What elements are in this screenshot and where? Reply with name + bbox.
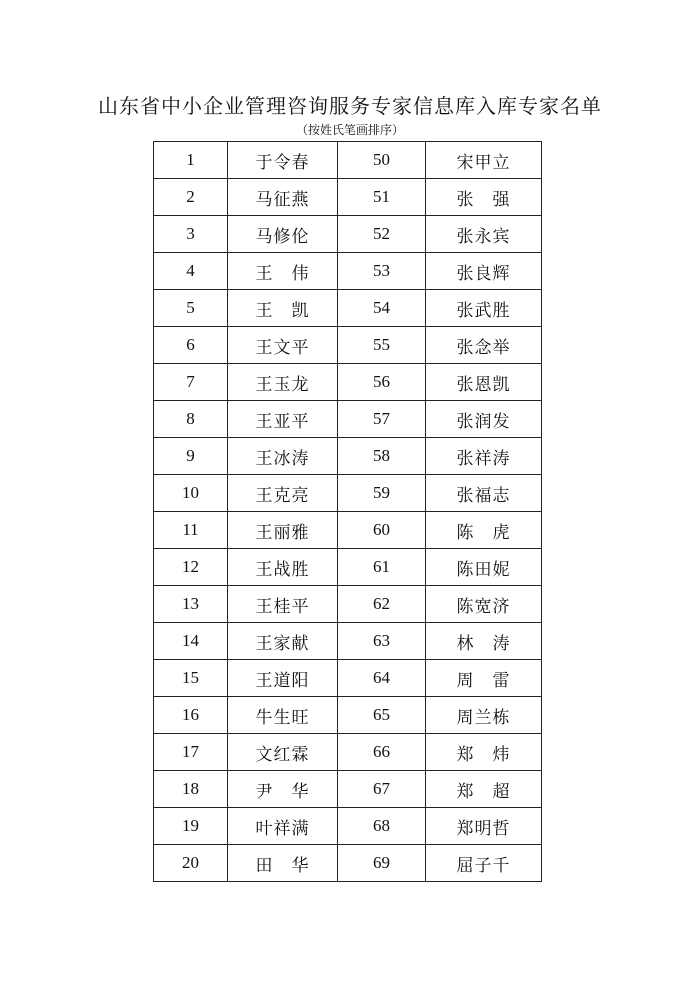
right-name-cell: 张永宾 xyxy=(426,216,542,253)
right-number-cell: 50 xyxy=(338,142,426,179)
right-number-cell: 65 xyxy=(338,697,426,734)
right-name-cell: 陈 虎 xyxy=(426,512,542,549)
left-number-cell: 3 xyxy=(154,216,228,253)
left-name-cell: 叶祥满 xyxy=(228,808,338,845)
left-name-cell: 王冰涛 xyxy=(228,438,338,475)
right-name-cell: 张祥涛 xyxy=(426,438,542,475)
right-number-cell: 53 xyxy=(338,253,426,290)
right-number-cell: 58 xyxy=(338,438,426,475)
left-name-cell: 田 华 xyxy=(228,845,338,882)
right-number-cell: 64 xyxy=(338,660,426,697)
left-number-cell: 18 xyxy=(154,771,228,808)
table-row xyxy=(154,364,542,401)
expert-roster-table xyxy=(153,141,542,882)
right-name-cell: 林 涛 xyxy=(426,623,542,660)
table-row xyxy=(154,327,542,364)
left-name-cell: 王道阳 xyxy=(228,660,338,697)
left-number-cell: 14 xyxy=(154,623,228,660)
table-row xyxy=(154,845,542,882)
table-row xyxy=(154,697,542,734)
left-name-cell: 于令春 xyxy=(228,142,338,179)
right-number-cell: 51 xyxy=(338,179,426,216)
left-name-cell: 王丽雅 xyxy=(228,512,338,549)
left-name-cell: 王 凯 xyxy=(228,290,338,327)
left-name-cell: 王克亮 xyxy=(228,475,338,512)
table-row xyxy=(154,401,542,438)
right-number-cell: 67 xyxy=(338,771,426,808)
left-number-cell: 1 xyxy=(154,142,228,179)
right-number-cell: 68 xyxy=(338,808,426,845)
right-number-cell: 66 xyxy=(338,734,426,771)
right-name-cell: 郑明哲 xyxy=(426,808,542,845)
table-row xyxy=(154,660,542,697)
right-number-cell: 60 xyxy=(338,512,426,549)
right-name-cell: 郑 炜 xyxy=(426,734,542,771)
left-number-cell: 7 xyxy=(154,364,228,401)
right-name-cell: 周 雷 xyxy=(426,660,542,697)
right-name-cell: 宋甲立 xyxy=(426,142,542,179)
left-name-cell: 马修伦 xyxy=(228,216,338,253)
left-name-cell: 牛生旺 xyxy=(228,697,338,734)
table-row xyxy=(154,512,542,549)
left-number-cell: 9 xyxy=(154,438,228,475)
left-name-cell: 王玉龙 xyxy=(228,364,338,401)
left-number-cell: 11 xyxy=(154,512,228,549)
left-number-cell: 10 xyxy=(154,475,228,512)
table-row xyxy=(154,142,542,179)
right-number-cell: 54 xyxy=(338,290,426,327)
left-number-cell: 20 xyxy=(154,845,228,882)
right-number-cell: 69 xyxy=(338,845,426,882)
left-number-cell: 4 xyxy=(154,253,228,290)
right-number-cell: 59 xyxy=(338,475,426,512)
right-name-cell: 郑 超 xyxy=(426,771,542,808)
right-name-cell: 张福志 xyxy=(426,475,542,512)
left-number-cell: 13 xyxy=(154,586,228,623)
document-subtitle: （按姓氏笔画排序） xyxy=(295,123,404,137)
table-row xyxy=(154,216,542,253)
left-number-cell: 15 xyxy=(154,660,228,697)
left-number-cell: 17 xyxy=(154,734,228,771)
right-name-cell: 张恩凯 xyxy=(426,364,542,401)
roster-body xyxy=(154,142,542,882)
left-number-cell: 8 xyxy=(154,401,228,438)
right-number-cell: 56 xyxy=(338,364,426,401)
left-name-cell: 王家献 xyxy=(228,623,338,660)
left-number-cell: 5 xyxy=(154,290,228,327)
right-name-cell: 陈田妮 xyxy=(426,549,542,586)
left-name-cell: 王亚平 xyxy=(228,401,338,438)
right-name-cell: 张润发 xyxy=(426,401,542,438)
right-number-cell: 57 xyxy=(338,401,426,438)
left-number-cell: 16 xyxy=(154,697,228,734)
right-number-cell: 52 xyxy=(338,216,426,253)
table-row xyxy=(154,179,542,216)
right-name-cell: 张念举 xyxy=(426,327,542,364)
left-name-cell: 王 伟 xyxy=(228,253,338,290)
left-number-cell: 2 xyxy=(154,179,228,216)
left-name-cell: 尹 华 xyxy=(228,771,338,808)
table-row xyxy=(154,253,542,290)
right-name-cell: 屈子千 xyxy=(426,845,542,882)
left-name-cell: 马征燕 xyxy=(228,179,338,216)
table-row xyxy=(154,808,542,845)
right-number-cell: 63 xyxy=(338,623,426,660)
right-number-cell: 61 xyxy=(338,549,426,586)
table-row xyxy=(154,438,542,475)
right-number-cell: 62 xyxy=(338,586,426,623)
left-name-cell: 王文平 xyxy=(228,327,338,364)
right-name-cell: 周兰栋 xyxy=(426,697,542,734)
table-row xyxy=(154,290,542,327)
table-row xyxy=(154,475,542,512)
left-name-cell: 文红霖 xyxy=(228,734,338,771)
left-number-cell: 19 xyxy=(154,808,228,845)
table-row xyxy=(154,549,542,586)
left-name-cell: 王战胜 xyxy=(228,549,338,586)
table-row xyxy=(154,586,542,623)
table-row xyxy=(154,734,542,771)
table-row xyxy=(154,771,542,808)
right-name-cell: 陈宽济 xyxy=(426,586,542,623)
left-number-cell: 6 xyxy=(154,327,228,364)
right-name-cell: 张 强 xyxy=(426,179,542,216)
left-number-cell: 12 xyxy=(154,549,228,586)
right-name-cell: 张良辉 xyxy=(426,253,542,290)
document-title: 山东省中小企业管理咨询服务专家信息库入库专家名单 xyxy=(98,94,602,118)
table-row xyxy=(154,623,542,660)
right-number-cell: 55 xyxy=(338,327,426,364)
right-name-cell: 张武胜 xyxy=(426,290,542,327)
left-name-cell: 王桂平 xyxy=(228,586,338,623)
